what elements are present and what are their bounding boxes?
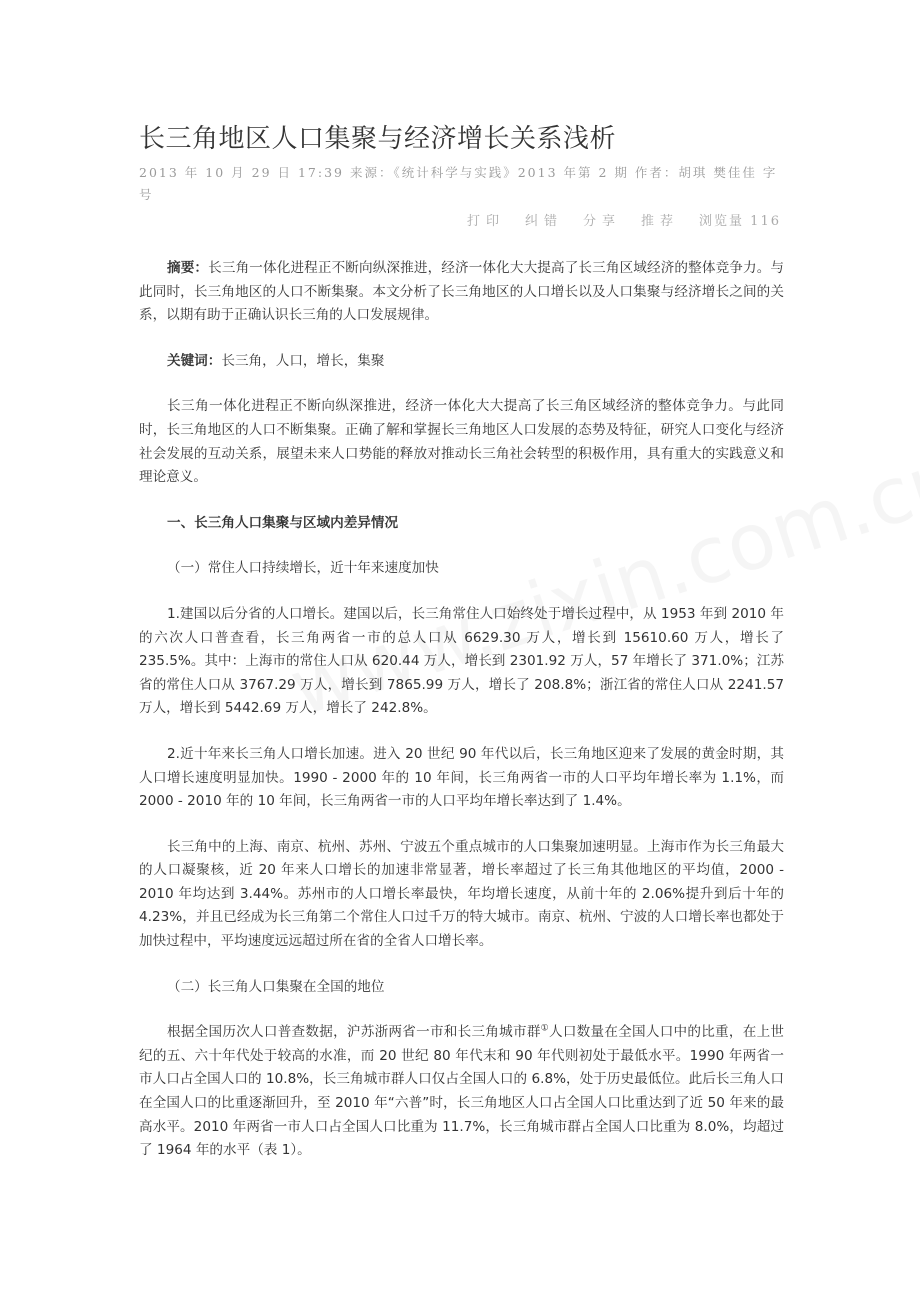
view-count: 浏览量 116	[699, 214, 781, 229]
article-actions	[467, 210, 781, 232]
correct-link[interactable]: 纠错	[525, 214, 564, 229]
subsection-heading-2: （二）长三角人口集聚在全国的地位	[167, 978, 385, 995]
paragraph-4-part-a: 根据全国历次人口普查数据，沪苏浙两省一市和长三角城市群	[167, 1024, 541, 1041]
paragraph-2: 2.近十年来长三角人口增长加速。进入 20 世纪 90 年代以后，长三角地区迎来了发展的黄金时期，其人口增长速度明显加快。1990 - 2000 年的 10 年间，长三角两省一市的人口平均年增长率为 1.1%，而 2000 - 2010 年的 10 年间，长三角两省一市的人口平均年增长率达到了 1.4%。	[139, 745, 784, 810]
paragraph-4	[139, 1021, 784, 1163]
article-body	[139, 257, 784, 1185]
subsection-heading-1: （一）常住人口持续增长，近十年来速度加快	[167, 560, 439, 577]
section-heading: 一、长三角人口集聚与区域内差异情况	[167, 514, 399, 531]
paragraph-1: 1.建国以后分省的人口增长。建国以后，长三角常住人口始终处于增长过程中，从 1953 年到 2010 年的六次人口普查看，长三角两省一市的总人口从 6629.30 万人，增长到 15610.60 万人，增长了 235.5%。其中：上海市的常住人口从 620.44 万人，增长到 2301.92 万人，57 年增长了 371.0%；江苏省的常住人口从 3767.29 万人，增长到 7865.99 万人，增长了 208.8%；浙江省的常住人口从 2241.57 万人，增长到 5442.69 万人，增长了 242.8%。	[139, 605, 784, 717]
share-link[interactable]: 分享	[583, 214, 622, 229]
keywords-paragraph	[139, 350, 784, 374]
abstract-text: 长三角一体化进程正不断向纵深推进，经济一体化大大提高了长三角区域经济的整体竞争力。与此同时，长三角地区的人口不断集聚。本文分析了长三角地区的人口增长以及人口集聚与经济增长之间的关系，以期有助于正确认识长三角的人口发展规律。	[139, 260, 785, 324]
paragraph-3: 长三角中的上海、南京、杭州、苏州、宁波五个重点城市的人口集聚加速明显。上海市作为长三角最大的人口凝聚核，近 20 年来人口增长的加速非常显著，增长率超过了长三角其他地区的平均值，2000 - 2010 年均达到 3.44%。苏州市的人口增长率最快，年均增长速度，从前十年的 2.06%提升到后十年的 4.23%，并且已经成为长三角第二个常住人口过千万的特大城市。南京、杭州、宁波的人口增长率也都处于加快过程中，平均速度远远超过所在省的全省人口增长率。	[139, 838, 784, 950]
footnote-marker: ①	[540, 1023, 549, 1034]
keywords-label: 关键词：	[167, 352, 222, 369]
abstract-label: 摘要：	[167, 260, 209, 276]
intro-paragraph: 长三角一体化进程正不断向纵深推进，经济一体化大大提高了长三角区域经济的整体竞争力。与此同时，长三角地区的人口不断集聚。正确了解和掌握长三角地区人口发展的态势及特征，研究人口变化与经济社会发展的互动关系，展望未来人口势能的释放对推动长三角社会转型的积极作用，具有重大的实践意义和理论意义。	[139, 398, 784, 486]
paragraph-4-part-b: 人口数量在全国人口中的比重，在上世纪的五、六十年代处于较高的水准，而 20 世纪 80 年代末和 90 年代则初处于最低水平。1990 年两省一市人口占全国人口的 10.8%，长三角城市群人口仅占全国人口的 6.8%，处于历史最低位。此后长三角人口在全国人口的比重逐渐回升，至 2010 年“六普”时，长三角地区人口占全国人口比重达到了近 50 年来的最高水平。2010 年两省一市人口占全国人口比重为 11.7%，长三角城市群占全国人口比重为 8.0%，均超过了 1964 年的水平（表 1）。	[139, 1024, 785, 1159]
keywords-text: 长三角，人口，增长，集聚	[221, 352, 385, 369]
print-link[interactable]: 打印	[466, 214, 505, 229]
recommend-link[interactable]: 推荐	[641, 214, 680, 229]
article-title: 长三角地区人口集聚与经济增长关系浅析	[139, 124, 617, 154]
abstract-paragraph	[139, 257, 784, 328]
article-meta: 2013 年 10 月 29 日 17:39 来源：《统计科学与实践》2013 年第 2 期 作者：胡琪 樊佳佳 字号	[139, 165, 778, 202]
